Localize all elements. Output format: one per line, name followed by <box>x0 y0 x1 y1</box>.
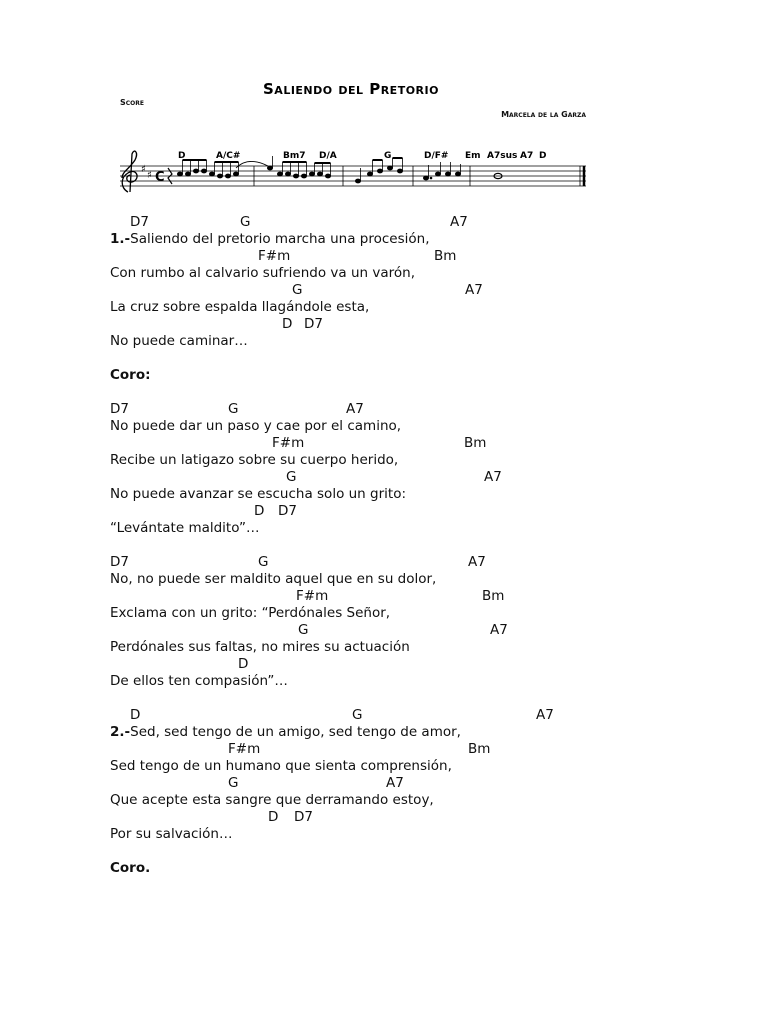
chord: D7 <box>110 554 129 570</box>
chord-line <box>110 316 710 333</box>
chord: D7 <box>294 809 313 825</box>
spacer <box>110 537 710 554</box>
chord: A7 <box>468 554 486 570</box>
chord-line <box>110 707 710 724</box>
chord: G <box>352 707 363 723</box>
score-chord: A/C# <box>216 151 241 161</box>
coro-heading: Coro: <box>110 367 151 383</box>
chord-line <box>110 622 710 639</box>
chord-line <box>110 401 710 418</box>
chord-line <box>110 214 710 231</box>
verse-number: 1.- <box>110 231 131 247</box>
score-label: Score <box>120 98 144 107</box>
chord: G <box>298 622 309 638</box>
chord: D <box>130 707 141 723</box>
lyric-line: Sed tengo de un humano que sienta comprensión, <box>110 758 452 774</box>
lyric-line: No puede caminar… <box>110 333 248 349</box>
lyric-line: No, no puede ser maldito aquel que en su dolor, <box>110 571 437 587</box>
score-chord: Bm7 <box>283 151 306 161</box>
lyric-line: Por su salvación… <box>110 826 233 842</box>
chord: A7 <box>346 401 364 417</box>
chord: A7 <box>536 707 554 723</box>
lyric-line: Que acepte esta sangre que derramando estoy, <box>110 792 434 808</box>
lyric-text: Sed, sed tengo de un amigo, sed tengo de amor, <box>130 724 461 740</box>
staff-notation <box>108 68 594 198</box>
chord: D <box>254 503 265 519</box>
notes-measure-1 <box>177 160 268 178</box>
chord-line <box>110 741 710 758</box>
chord: D7 <box>278 503 297 519</box>
score-chord: D <box>178 151 186 161</box>
chord: F#m <box>228 741 261 757</box>
lyric-line: Con rumbo al calvario sufriendo va un varón, <box>110 265 415 281</box>
lyric-line: La cruz sobre espalda llagándole esta, <box>110 299 370 315</box>
chord: G <box>292 282 303 298</box>
score-composer: Marcela de la Garza <box>501 110 586 119</box>
score-chord: A7 <box>520 151 534 161</box>
lyric-text: Saliendo del pretorio marcha una procesión, <box>130 231 430 247</box>
chord-line <box>110 588 710 605</box>
notes-measure-3 <box>355 158 402 183</box>
chord: Bm <box>468 741 491 757</box>
chord-line <box>110 809 710 826</box>
chord: D <box>238 656 249 672</box>
lyric-line <box>110 231 710 248</box>
lyric-line: No puede avanzar se escucha solo un grito: <box>110 486 406 502</box>
chord: G <box>228 775 239 791</box>
sharp-icon: ♯ <box>147 170 152 181</box>
score-chord: G <box>384 151 392 161</box>
chord-line <box>110 554 710 571</box>
chord: Bm <box>464 435 487 451</box>
chord-line <box>110 248 710 265</box>
lyric-line: Recibe un latigazo sobre su cuerpo herido, <box>110 452 399 468</box>
chord-line <box>110 469 710 486</box>
verse-number: 2.- <box>110 724 131 740</box>
chord-line <box>110 656 710 673</box>
lyric-line: De ellos ten compasión”… <box>110 673 288 689</box>
chord: G <box>286 469 297 485</box>
sharp-icon: ♯ <box>141 164 146 175</box>
score-header <box>108 68 594 198</box>
score-chord: D <box>539 151 547 161</box>
chord-line <box>110 775 710 792</box>
chord: D7 <box>130 214 149 230</box>
chord: D7 <box>304 316 323 332</box>
score-chord: Em <box>465 151 481 161</box>
chord-line <box>110 435 710 452</box>
chord: A7 <box>465 282 483 298</box>
chord: Bm <box>482 588 505 604</box>
lyric-line: No puede dar un paso y cae por el camino, <box>110 418 402 434</box>
chord: A7 <box>450 214 468 230</box>
chord: D7 <box>110 401 129 417</box>
chord: D <box>282 316 293 332</box>
common-time-icon: C <box>155 170 165 185</box>
chord-line <box>110 503 710 520</box>
lyric-line: Perdónales sus faltas, no mires su actuación <box>110 639 410 655</box>
score-title: Saliendo del Pretorio <box>263 80 439 98</box>
lyrics-body <box>110 214 710 877</box>
chord: G <box>258 554 269 570</box>
score-chord: D/F# <box>424 151 449 161</box>
chord: A7 <box>490 622 508 638</box>
spacer <box>110 384 710 401</box>
score-chord: D/A <box>319 151 337 161</box>
chord: A7 <box>484 469 502 485</box>
score-chord: A7sus <box>487 151 518 161</box>
lyric-line <box>110 724 710 741</box>
chord: D <box>268 809 279 825</box>
chord: Bm <box>434 248 457 264</box>
spacer <box>110 690 710 707</box>
spacer <box>110 843 710 860</box>
chord: F#m <box>258 248 291 264</box>
chord: F#m <box>296 588 329 604</box>
chord: G <box>228 401 239 417</box>
chord: A7 <box>386 775 404 791</box>
chord: F#m <box>272 435 305 451</box>
lyric-line: Exclama con un grito: “Perdónales Señor, <box>110 605 391 621</box>
lyric-line: “Levántate maldito”… <box>110 520 260 536</box>
chord-line <box>110 282 710 299</box>
chord: G <box>240 214 251 230</box>
spacer <box>110 350 710 367</box>
coro-end: Coro. <box>110 860 151 876</box>
